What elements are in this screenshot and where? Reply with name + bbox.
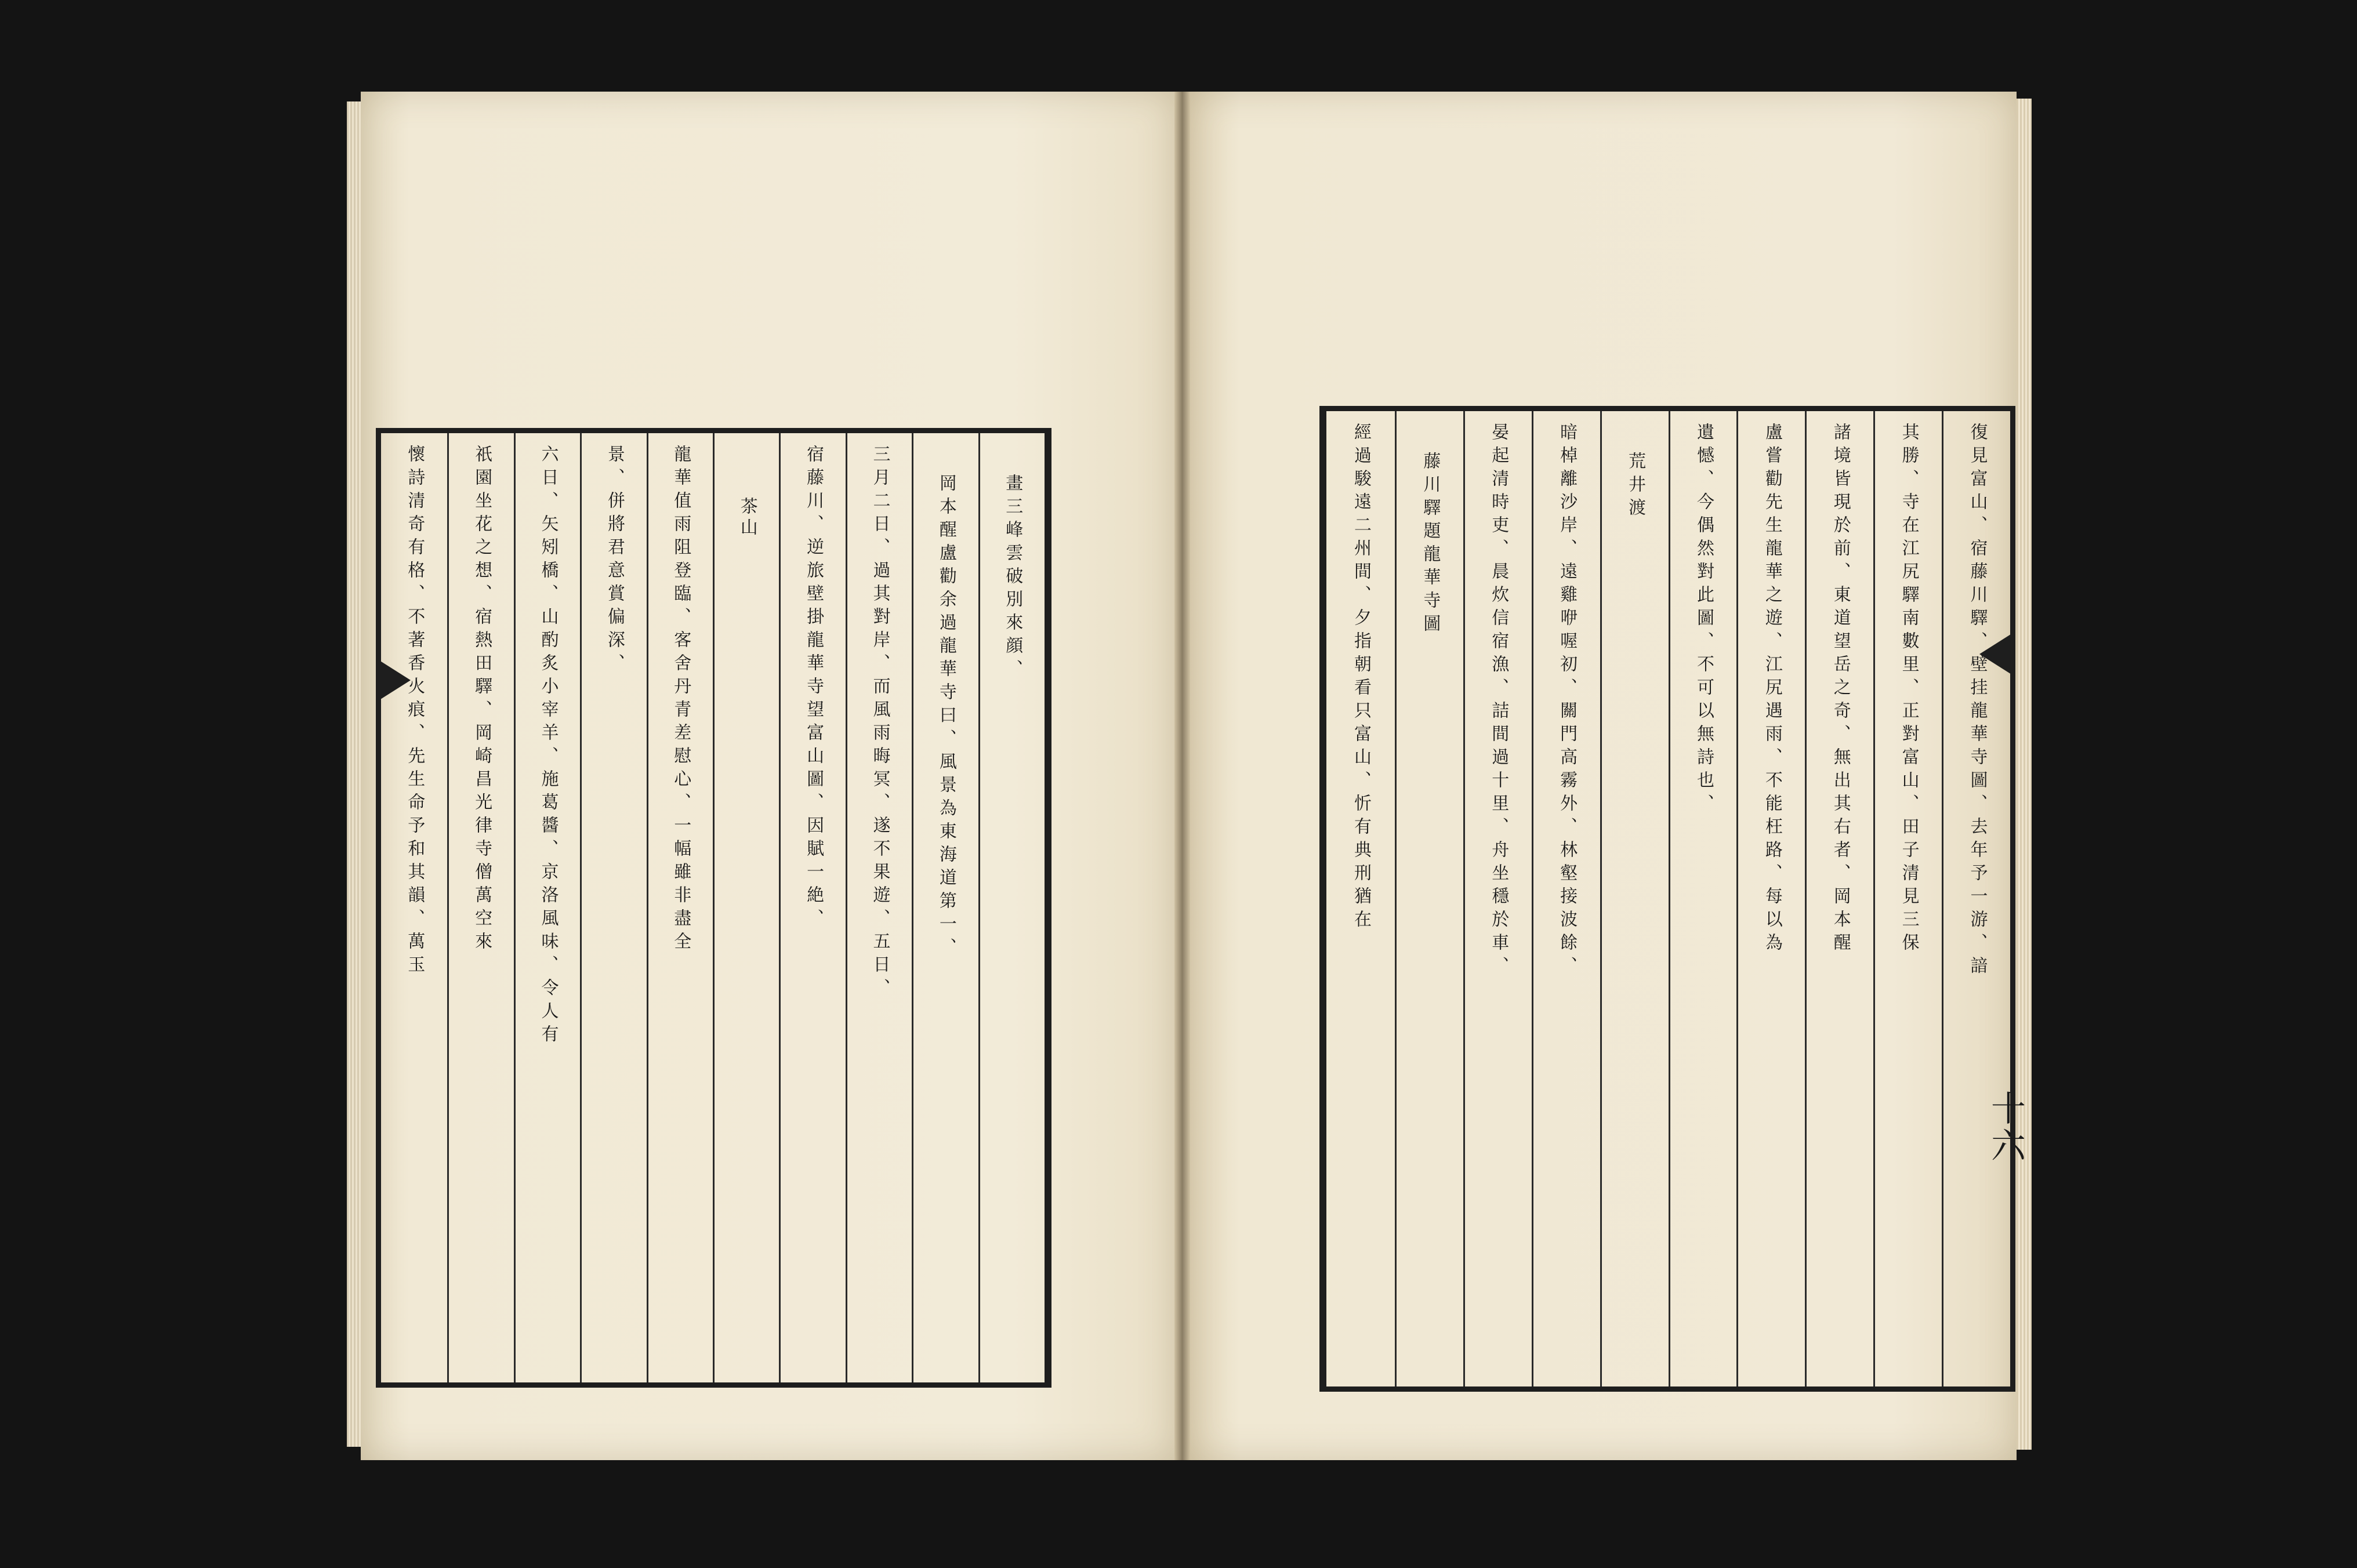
right-page-column (1736, 411, 1805, 1386)
book-gutter (1174, 92, 1190, 1460)
right-page-column (1463, 411, 1532, 1386)
column-text: 盧嘗勸先生龍華之遊、江尻遇雨、不能枉路、每以為 (1761, 423, 1782, 956)
fishtail-mark-left (376, 658, 411, 702)
column-text: 遺憾、今偶然對此圖、不可以無詩也、 (1693, 423, 1714, 817)
right-page-column (1600, 411, 1669, 1386)
column-text: 三月二日、過其對岸、而風雨晦冥、遂不果遊、五日、 (869, 445, 890, 1001)
column-text: 暗棹離沙岸、遠雞咿喔初、關門高霧外、林壑接波餘、 (1557, 423, 1578, 979)
left-page-column (381, 433, 447, 1382)
page-edges-left (347, 101, 361, 1447)
right-page-column (1532, 411, 1600, 1386)
column-text: 岡本醒盧勸余過龍華寺曰、風景為東海道第一、 (935, 474, 956, 961)
right-page-column (1873, 411, 1942, 1386)
left-page-column (514, 433, 580, 1382)
column-text: 荒井渡 (1625, 452, 1646, 521)
left-page-column (846, 433, 912, 1382)
column-text: 其勝、寺在江尻驛南數里、正對富山、田子清見三保 (1898, 423, 1919, 956)
column-text: 藤川驛題龍華寺圖 (1420, 452, 1441, 637)
page-edges-right (2017, 99, 2032, 1450)
left-page-column (647, 433, 713, 1382)
folio-number: 十六 (1985, 1090, 2026, 1164)
column-text: 龍華值雨阻登臨、客舍丹青差慰心、一幅雖非盡全 (670, 445, 691, 955)
right-page-column (1395, 411, 1463, 1386)
left-page-column (978, 433, 1045, 1382)
column-text: 懷詩清奇有格、不著香火痕、先生命予和其韻、萬玉 (404, 445, 425, 978)
right-page-column (1805, 411, 1873, 1386)
right-page-column (1669, 411, 1737, 1386)
fishtail-mark-right (1979, 632, 2014, 676)
right-page-column (1942, 411, 2010, 1386)
column-text: 祇園坐花之想、宿熱田驛、岡崎昌光律寺僧萬空來 (472, 445, 492, 955)
column-text: 茶山 (737, 497, 757, 539)
left-page-column (447, 433, 513, 1382)
column-text: 畫三峰雲破別來顔、 (1002, 474, 1023, 683)
column-text: 經過駿遠二州間、夕指朝看只富山、忻有典刑猶在 (1350, 423, 1371, 933)
left-page-column (912, 433, 978, 1382)
column-text: 景、併將君意賞偏深、 (604, 445, 625, 677)
left-page-column (580, 433, 646, 1382)
left-page-column (779, 433, 845, 1382)
left-page-text-frame (376, 428, 1051, 1388)
right-page-text-frame (1319, 406, 2015, 1392)
right-page-column (1326, 411, 1395, 1386)
column-text: 晏起清時吏、晨炊信宿漁、詰間過十里、舟坐穩於車、 (1488, 423, 1509, 979)
column-text: 諸境皆現於前、東道望岳之奇、無出其右者、岡本醒 (1830, 423, 1851, 956)
column-text: 復見富山、宿藤川驛、壁挂龍華寺圖、去年予一游、諳 (1967, 423, 1988, 979)
left-page-column (713, 433, 779, 1382)
column-text: 六日、矢矧橋、山酌炙小宰羊、施葛醬、京洛風味、令人有 (538, 445, 559, 1048)
column-text: 宿藤川、逆旅壁掛龍華寺望富山圖、因賦一絶、 (803, 445, 824, 932)
